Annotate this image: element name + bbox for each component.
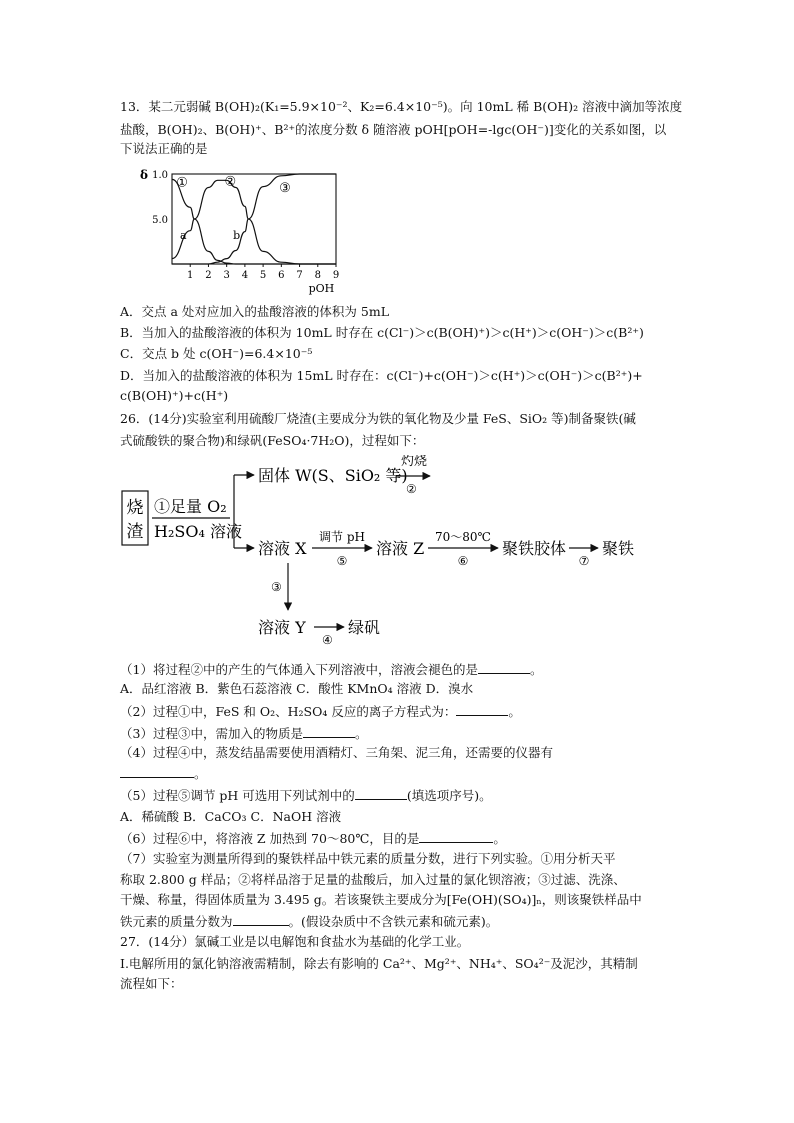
q13-line-1: 13．某二元弱碱 B(OH)₂(K₁=5.9×10⁻²、K₂=6.4×10⁻⁵)。向 10mL 稀 B(OH)₂ 溶液中滴加等浓度	[120, 99, 683, 114]
step7-marker: ⑦	[578, 554, 590, 568]
solid-w: 固体 W(S、SiO₂ 等)	[258, 466, 408, 485]
q26-part-4: （4）过程④中，蒸发结晶需要使用酒精灯、三角架、泥三角，还需要的仪器有	[120, 745, 553, 760]
q13-option-d-2: c(B(OH)⁺)+c(H⁺)	[120, 388, 229, 403]
slag-label-1: 烧	[126, 498, 144, 518]
q26-part-4-blank: 。	[120, 764, 207, 783]
q26-part-7-1: （7）实验室为测量所得到的聚铁样品中铁元素的质量分数，进行下列实验。①用分析天平	[120, 851, 616, 866]
q13-line-2: 盐酸，B(OH)₂、B(OH)⁺、B²⁺的浓度分数 δ 随溶液 pOH[pOH=-lgc(OH⁻)]变化的关系如图，以	[120, 122, 667, 137]
step4-marker: ④	[322, 633, 333, 647]
step6-marker: ⑥	[457, 554, 469, 568]
blank-3[interactable]	[303, 724, 355, 738]
q26-part-5-options: A．稀硫酸 B．CaCO₃ C．NaOH 溶液	[120, 809, 342, 824]
blank-7[interactable]	[233, 912, 289, 926]
x-tick-label: 7	[296, 270, 303, 281]
q26-part-6: （6）过程⑥中，将溶液 Z 加热到 70～80℃，目的是 。	[120, 831, 506, 846]
q26-part-7-3: 干燥、称量，得固体质量为 3.495 g。若该聚铁主要成分为[Fe(OH)(SO₄)]ₙ，则该聚铁样品中	[120, 892, 642, 907]
burn-label: 灼烧	[401, 455, 428, 469]
blank-5[interactable]	[355, 786, 407, 800]
q26-intro-1: 26．(14分)实验室利用硫酸厂烧渣(主要成分为铁的氧化物及少量 FeS、SiO₂ 等)制备聚铁(碱	[120, 411, 636, 426]
series-line-2	[172, 180, 336, 264]
step1-reagent-top: ①足量 O₂	[154, 497, 227, 516]
step1-reagent-bottom: H₂SO₄ 溶液	[154, 522, 242, 541]
x-tick-label: 1	[187, 270, 194, 281]
q13-option-a: A．交点 a 处对应加入的盐酸溶液的体积为 5mL	[120, 304, 390, 319]
q26-part-2: （2）过程①中，FeS 和 O₂、H₂SO₄ 反应的离子方程式为： 。	[120, 704, 521, 719]
solution-y: 溶液 Y	[258, 618, 306, 637]
q26-part-1-options: A．品红溶液 B．紫色石蕊溶液 C．酸性 KMnO₄ 溶液 D．溴水	[120, 681, 474, 696]
q27-part-1-line-1: I.电解所用的氯化钠溶液需精制，除去有影响的 Ca²⁺、Mg²⁺、NH₄⁺、SO₄²⁻及泥沙，其精制	[120, 956, 638, 971]
q27-part-1-line-2: 流程如下：	[120, 976, 183, 991]
distribution-chart	[138, 166, 348, 296]
series-marker: ③	[279, 181, 291, 196]
q13-option-d-1: D．当加入的盐酸溶液的体积为 15mL 时存在：c(Cl⁻)+c(OH⁻)＞c(H⁺)＞c(OH⁻)＞c(B²⁺)+	[120, 368, 643, 383]
solution-z: 溶液 Z	[376, 539, 425, 558]
q26-part-7-2: 称取 2.800 g 样品；②将样品溶于足量的盐酸后，加入过量的氯化钡溶液；③过滤、洗涤、	[120, 872, 626, 887]
series-line-3	[172, 174, 336, 264]
y-tick-label: 5.0	[152, 215, 168, 226]
x-tick-label: 3	[223, 270, 230, 281]
x-tick-label: 8	[314, 270, 321, 281]
plot-frame	[172, 174, 336, 264]
intersection-label: b	[233, 228, 241, 242]
y-axis-label: δ	[140, 168, 149, 182]
blank-1[interactable]	[478, 660, 530, 674]
temp-label: 70～80℃	[435, 530, 491, 544]
flowchart-svg	[118, 455, 648, 650]
colloid-label: 聚铁胶体	[502, 539, 567, 558]
q26-part-3: （3）过程③中，需加入的物质是 。	[120, 726, 368, 741]
y-tick-label: 1.0	[152, 170, 168, 181]
q26-part-1: （1）将过程②中的产生的气体通入下列溶液中，溶液会褪色的是 。	[120, 662, 543, 677]
q26-part-5: （5）过程⑤调节 pH 可选用下列试剂中的 (填选项序号)。	[120, 788, 492, 803]
step3-marker: ③	[271, 580, 282, 594]
blank-6[interactable]	[419, 829, 493, 843]
q26-intro-2: 式硫酸铁的聚合物)和绿矾(FeSO₄·7H₂O)，过程如下：	[120, 433, 425, 448]
solution-x: 溶液 X	[258, 539, 307, 558]
x-tick-label: 2	[205, 270, 212, 281]
q13-line-3: 下说法正确的是	[120, 141, 208, 156]
x-axis-label: pOH	[308, 282, 335, 295]
q27-intro: 27．(14分）氯碱工业是以电解饱和食盐水为基础的化学工业。	[120, 934, 470, 949]
x-tick-label: 6	[278, 270, 285, 281]
step2-marker: ②	[406, 482, 417, 496]
x-tick-label: 4	[241, 270, 249, 281]
x-tick-label: 9	[332, 270, 340, 281]
intersection-label: a	[180, 228, 187, 242]
series-marker: ②	[224, 174, 237, 190]
blank-2[interactable]	[456, 702, 508, 716]
product-label: 聚铁	[602, 539, 635, 558]
slag-label-2: 渣	[126, 522, 144, 542]
process-flowchart	[118, 455, 648, 650]
adjust-ph-label: 调节 pH	[319, 530, 365, 544]
blank-4[interactable]	[120, 764, 194, 778]
chart-svg	[138, 166, 348, 296]
q13-option-b: B．当加入的盐酸溶液的体积为 10mL 时存在 c(Cl⁻)＞c(B(OH)⁺)＞c(H⁺)＞c(OH⁻)＞c(B²⁺)	[120, 325, 644, 340]
series-marker: ①	[176, 175, 188, 191]
q13-option-c: C．交点 b 处 c(OH⁻)=6.4×10⁻⁵	[120, 346, 313, 361]
series-line-1	[172, 179, 336, 264]
green-vitriol: 绿矾	[348, 618, 381, 637]
step5-marker: ⑤	[336, 554, 348, 568]
x-tick-label: 5	[259, 270, 267, 281]
q26-part-7-4: 铁元素的质量分数为 。(假设杂质中不含铁元素和硫元素)。	[120, 914, 499, 929]
